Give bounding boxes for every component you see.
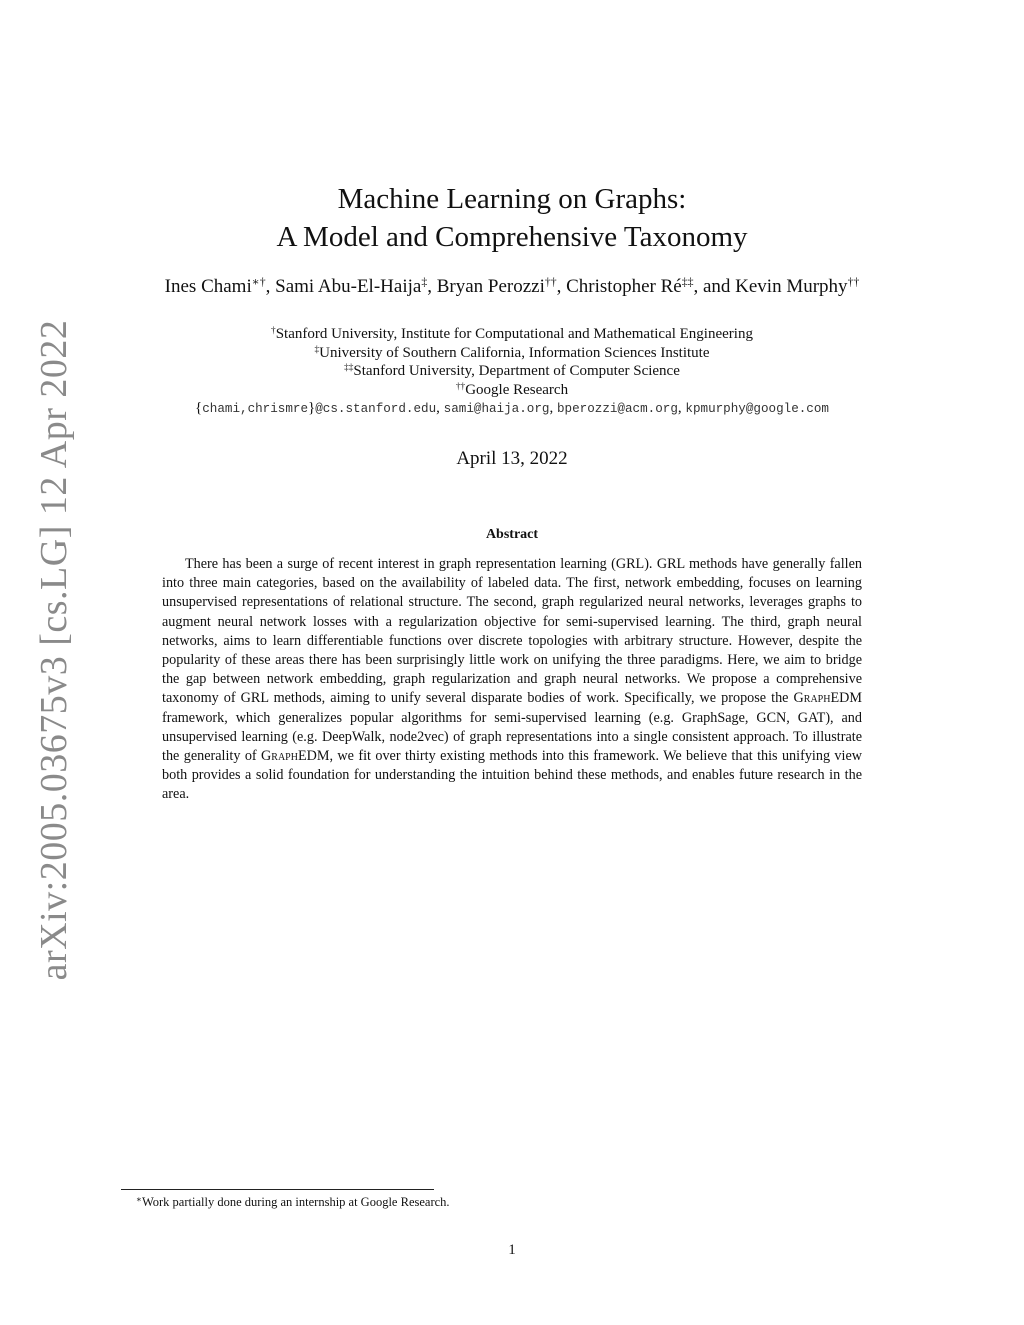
author-emails <box>0 399 1024 419</box>
footnote-mark: ∗ <box>136 1194 142 1205</box>
author-name: Bryan Perozzi <box>436 276 545 297</box>
framework-name-smallcaps: Graph <box>261 748 298 765</box>
affiliations <box>0 325 1024 419</box>
author-mark: ‡‡ <box>681 275 694 289</box>
author-name: Christopher Ré <box>566 276 682 297</box>
footnote <box>136 1194 450 1210</box>
footnote-text: Work partially done during an internship at Google Research. <box>141 1195 450 1209</box>
title-line-1: Machine Learning on Graphs: <box>337 183 687 215</box>
author-separator: , <box>556 276 567 297</box>
abstract-heading: Abstract <box>485 527 539 542</box>
title-line-2: A Model and Comprehensive Taxonomy <box>276 221 748 253</box>
abstract-text: framework, which generalizes popular algorithms for semi-supervised learning (e.g. GraphSage, GCN, GAT), and unsupervised learning (e.g. DeepWalk, node2vec) of graph representations into a single consistent approach. To illustrate the generality of <box>162 709 862 765</box>
author-name: Ines Chami <box>164 276 252 297</box>
email-address: sami@haija.org <box>443 402 550 416</box>
email-close-brace: } <box>308 400 316 416</box>
author-separator: , <box>265 276 276 297</box>
author-mark: †† <box>847 275 860 289</box>
author-separator: , and <box>693 276 736 297</box>
author-separator: , <box>427 276 437 297</box>
page-number: 1 <box>508 1242 516 1258</box>
abstract-text: , we fit over thirty existing methods into this framework. We believe that this unifying view both provides a solid foundation for understanding the intuition behind these methods, and enables future research in the area. <box>162 748 863 803</box>
email-open-brace: { <box>195 400 203 416</box>
affiliation-mark: ‡ <box>314 344 320 355</box>
affiliation-mark: ‡‡ <box>344 362 354 373</box>
affiliation <box>0 362 1024 381</box>
arxiv-identifier: arXiv:2005.03675v3 [cs.LG] 12 Apr 2022 <box>33 319 75 981</box>
affiliation-text: Stanford University, Department of Computer Science <box>353 363 680 379</box>
affiliation <box>0 381 1024 400</box>
author-list <box>0 275 1024 299</box>
affiliation-text: Stanford University, Institute for Computational and Mathematical Engineering <box>275 326 753 342</box>
affiliation-text: Google Research <box>465 381 569 398</box>
email-separator: , <box>549 400 557 416</box>
footnote-divider <box>121 1189 434 1190</box>
email-separator: , <box>677 400 686 416</box>
framework-name-smallcaps: Graph <box>793 690 831 707</box>
email-separator: , <box>436 400 444 416</box>
paper-date: April 13, 2022 <box>456 448 568 469</box>
author-mark: †† <box>544 275 557 289</box>
framework-name-suffix: EDM <box>830 690 862 707</box>
framework-name-suffix: EDM <box>297 748 330 765</box>
author-name: Kevin Murphy <box>735 276 848 297</box>
email-group: chami,chrismre <box>202 402 309 416</box>
affiliation-text: University of Southern California, Information Sciences Institute <box>319 344 710 361</box>
abstract-text: There has been a surge of recent interest in graph representation learning (GRL). GRL methods have generally fallen into three main categories, based on the availability of labeled data. The first, network embedding, focuses on learning unsupervised representations of relational structure. The second, graph regularized neural networks, leverages graphs to augment neural network losses with a regularization objective for semi-supervised learning. The third, graph neural networks, aims to learn differentiable functions over discrete topologies with arbitrary structure. However, despite the popularity of these areas there has been surprisingly little work on unifying the three paradigms. Here, we aim to bridge the gap between network embedding, graph regularization and graph neural networks. We propose a comprehensive taxonomy of GRL methods, aiming to unify several disparate bodies of work. Specifically, we propose the <box>162 556 862 707</box>
affiliation <box>0 325 1024 344</box>
abstract-body <box>162 555 862 805</box>
affiliation-mark: † <box>271 325 276 336</box>
author-mark: ‡ <box>421 275 428 289</box>
author-name: Sami Abu-El-Haija <box>275 276 422 297</box>
email-address: kpmurphy@google.com <box>685 402 829 416</box>
affiliation-mark: †† <box>455 381 466 392</box>
author-mark: ∗† <box>251 275 266 289</box>
email-address: bperozzi@acm.org <box>556 402 678 416</box>
email-group-domain: @cs.stanford.edu <box>315 402 437 416</box>
paper-title <box>0 180 1024 256</box>
affiliation <box>0 344 1024 363</box>
